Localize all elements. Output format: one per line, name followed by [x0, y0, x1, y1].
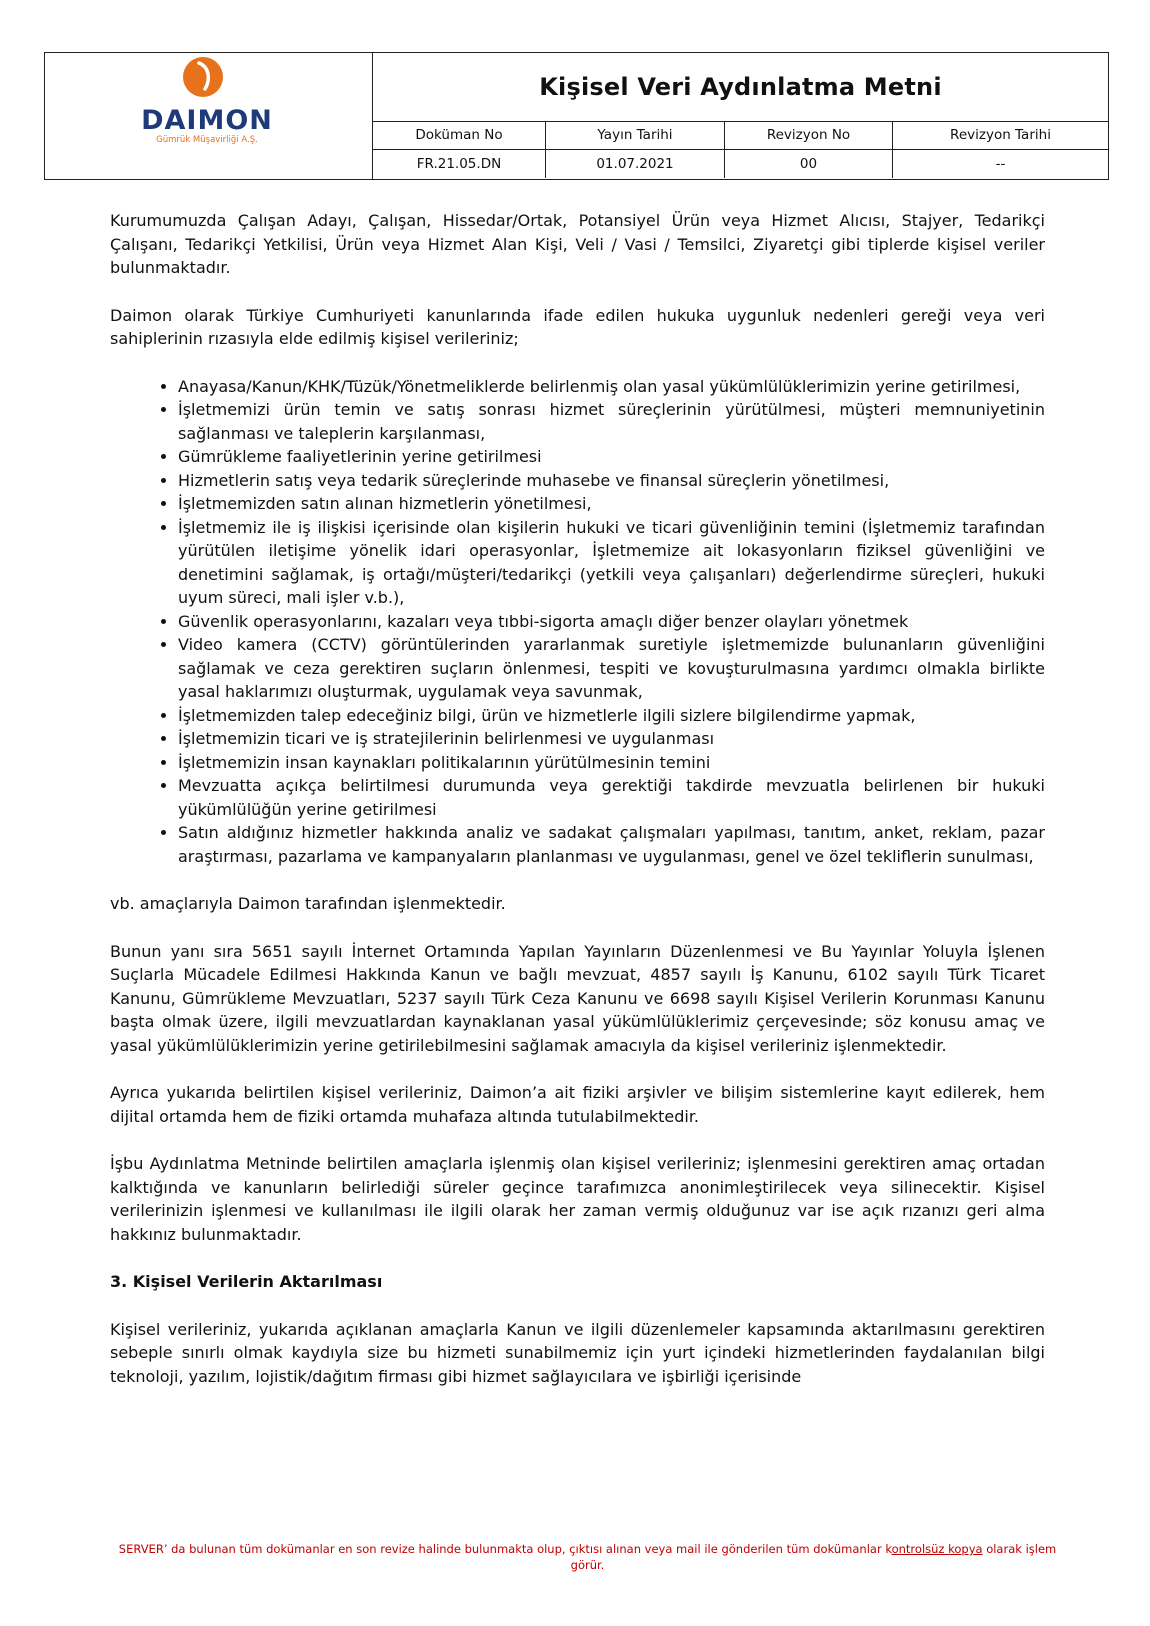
- paragraph-legal-basis: Daimon olarak Türkiye Cumhuriyeti kanunlarında ifade edilen hukuka uygunluk nedenleri gereği veya veri sahiplerinin rızasıyla elde edilmiş kişisel verileriniz;: [110, 305, 1045, 348]
- document-header: [44, 52, 1109, 180]
- footer-uncontrolled-copy: ontrolsüz kopya: [891, 1542, 983, 1556]
- daimon-logo: [137, 55, 277, 175]
- list-item: • Video kamera (CCTV) görüntülerinden yararlanmak suretiyle işletmemizde bulunanların güvenliğini sağlamak ve ceza gerektiren suçların önlenmesi, tespiti ve kovuşturulmasına yardımcı olmakla birlikte yasal haklarımızı oluşturmak, uygulamak veya savunmak,: [178, 633, 1045, 704]
- meta-value-revision-date: --: [995, 156, 1006, 172]
- logo-name: DAIMON: [141, 105, 273, 136]
- purpose-list: [110, 375, 1045, 869]
- paragraph-transfer: Kişisel verileriniz, yukarıda açıklanan amaçlarla Kanun ve ilgili düzenlemeler kapsamında aktarılmasını gerektiren sebeple sınırlı olmak kaydıyla size bu hizmeti sunabilmemiz için yurt içindeki hizmetlerinden faydalanılan bilgi teknoloji, yazılım, lojistik/dağıtım firması gibi hizmet sağlayıcılara ve işbirliği içerisinde: [110, 1319, 1045, 1386]
- document-title: Kişisel Veri Aydınlatma Metni: [373, 53, 1108, 122]
- paragraph-purposes-summary: vb. amaçlarıyla Daimon tarafından işlenmektedir.: [110, 894, 506, 913]
- list-item: • İşletmemizin insan kaynakları politikalarının yürütülmesinin temini: [178, 751, 1045, 775]
- document-body: [110, 209, 1045, 1412]
- meta-header-row: [373, 121, 1108, 150]
- footer-text-part1: SERVER’ da bulunan tüm dokümanlar en son revize halinde bulunmakta olup, çıktısı alınan veya mail ile gönderilen tüm dokümanlar k: [118, 1542, 892, 1556]
- logo-subtitle: Gümrük Müşavirliği A.Ş.: [156, 135, 258, 145]
- paragraph-storage: Ayrıca yukarıda belirtilen kişisel verileriniz, Daimon’a ait fiziki arşivler ve bilişim sistemlerine kayıt edilerek, hem dijital ortamda hem de fiziki ortamda muhafaza altında tutulabilmektedir.: [110, 1083, 1045, 1126]
- list-item: • Satın aldığınız hizmetler hakkında analiz ve sadakat çalışmaları yapılması, tanıtım, anket, reklam, pazar araştırması, pazarlama ve kampanyaların planlanması ve uygulanması, genel ve özel tekliflerin sunulması,: [178, 821, 1045, 868]
- page-footer-notice: [110, 1541, 1065, 1573]
- list-item: • İşletmemizin ticari ve iş stratejilerinin belirlenmesi ve uygulanması: [178, 727, 1045, 751]
- meta-label-revision-no: Revizyon No: [725, 121, 893, 150]
- footer-text-part2: olarak işlem görür.: [570, 1542, 1057, 1572]
- logo-cell: [45, 53, 373, 179]
- list-item: • İşletmemizi ürün temin ve satış sonrası hizmet süreçlerinin yürütülmesi, müşteri memnuniyetinin sağlanması ve taleplerin karşılanması,: [178, 398, 1045, 445]
- meta-value-revision-no: 00: [725, 150, 893, 179]
- list-item: • Anayasa/Kanun/KHK/Tüzük/Yönetmeliklerde belirlenmiş olan yasal yükümlülüklerimizin yerine getirilmesi,: [178, 375, 1045, 399]
- meta-value-row: [373, 150, 1108, 179]
- list-item: • İşletmemizden talep edeceğiniz bilgi, ürün ve hizmetlerle ilgili sizlere bilgilendirme yapmak,: [178, 704, 1045, 728]
- list-item: • Güvenlik operasyonlarını, kazaları veya tıbbi-sigorta amaçlı diğer benzer olayları yönetmek: [178, 610, 1045, 634]
- meta-value-doc-no: FR.21.05.DN: [373, 150, 546, 179]
- document-meta-table: [373, 121, 1108, 178]
- list-item: • Mevzuatta açıkça belirtilmesi durumunda veya gerektiği takdirde mevzuatla belirlenen bir hukuki yükümlülüğün yerine getirilmesi: [178, 774, 1045, 821]
- list-item: • İşletmemiz ile iş ilişkisi içerisinde olan kişilerin hukuki ve ticari güvenliğinin temini (İşletmemiz tarafından yürütülen iletişime yönelik idari operasyonlar, İşletmemize ait lokasyonların fiziksel güvenliğini ve denetimini sağlamak, iş ortağı/müşteri/tedarikçi (yetkili veya çalışanları) değerlendirme süreçleri, hukuki uyum süreci, mali işler v.b.),: [178, 516, 1045, 610]
- paragraph-deletion: İşbu Aydınlatma Metninde belirtilen amaçlarla işlenmiş olan kişisel verileriniz; işlenmesini gerektiren amaç ortadan kalktığında ve kanunların belirlediği süreler geçince tarafımızca anonimleştirilecek veya silinecektir. Kişisel verilerinizin işlenmesi ve kullanılması ile ilgili olarak her zaman vermiş olduğunuz var ise açık rızanızı geri alma hakkınız bulunmaktadır.: [110, 1154, 1045, 1244]
- meta-value-publish-date: 01.07.2021: [546, 150, 725, 179]
- paragraph-legislation: Bunun yanı sıra 5651 sayılı İnternet Ortamında Yapılan Yayınların Düzenlenmesi ve Bu Yayınlar Yoluyla İşlenen Suçlarla Mücadele Edilmesi Hakkında Kanun ve bağlı mevzuat, 4857 sayılı İş Kanunu, 6102 sayılı Türk Ticaret Kanunu, Gümrükleme Mevzuatları, 5237 sayılı Türk Ceza Kanunu ve 6698 sayılı Kişisel Verilerin Korunması Kanunu başta olmak üzere, ilgili mevzuatlardan kaynaklanan yasal yükümlülüklerimiz çerçevesinde; söz konusu amaç ve yasal yükümlülüklerimizin yerine getirilebilmesini sağlamak amacıyla da kişisel verileriniz işlenmektedir.: [110, 941, 1045, 1055]
- list-item: • Hizmetlerin satış veya tedarik süreçlerinde muhasebe ve finansal süreçlerin yönetilmesi,: [178, 469, 1045, 493]
- section-3-heading: 3. Kişisel Verilerin Aktarılması: [110, 1272, 383, 1291]
- paragraph-data-subjects: Kurumumuzda Çalışan Adayı, Çalışan, Hissedar/Ortak, Potansiyel Ürün veya Hizmet Alıcısı, Stajyer, Tedarikçi Çalışanı, Tedarikçi Yetkilisi, Ürün veya Hizmet Alan Kişi, Veli / Vasi / Temsilci, Ziyaretçi gibi tiplerde kişisel veriler bulunmaktadır.: [110, 211, 1045, 277]
- list-item: • Gümrükleme faaliyetlerinin yerine getirilmesi: [178, 445, 1045, 469]
- meta-label-publish-date: Yayın Tarihi: [546, 121, 725, 150]
- meta-label-doc-no: Doküman No: [373, 121, 546, 150]
- list-item: • İşletmemizden satın alınan hizmetlerin yönetilmesi,: [178, 492, 1045, 516]
- meta-label-revision-date: Revizyon Tarihi: [893, 121, 1109, 150]
